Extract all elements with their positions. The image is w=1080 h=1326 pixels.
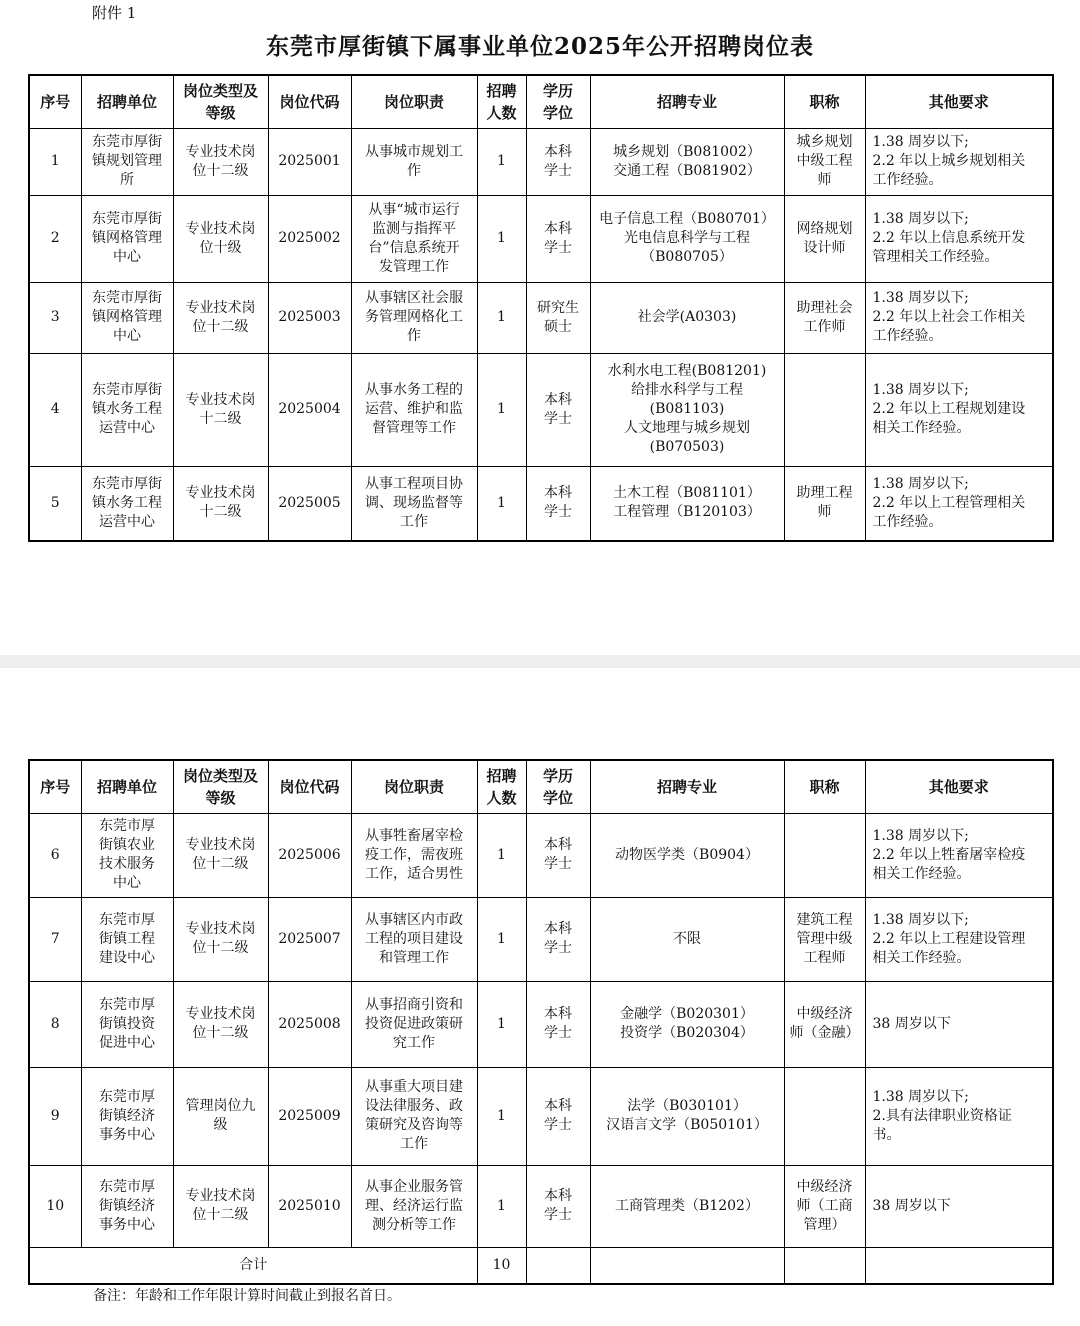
header-post-type: 岗位类型及 等级 — [173, 75, 268, 128]
cell-seq: 3 — [29, 282, 81, 353]
cell-count: 1 — [477, 1165, 526, 1247]
cell-seq: 7 — [29, 897, 81, 981]
cell-post-type: 专业技术岗 十二级 — [173, 353, 268, 466]
cell-post-type: 专业技术岗 位十二级 — [173, 1165, 268, 1247]
cell-major: 土木工程（B081101） 工程管理（B120103） — [590, 466, 784, 541]
table-row — [29, 128, 1053, 195]
cell-post-type: 专业技术岗 十二级 — [173, 466, 268, 541]
cell-count: 1 — [477, 981, 526, 1067]
cell-major: 不限 — [590, 897, 784, 981]
cell-seq: 5 — [29, 466, 81, 541]
cell-code: 2025003 — [268, 282, 351, 353]
table-row — [29, 195, 1053, 282]
cell-edu: 本科 学士 — [526, 1165, 590, 1247]
cell-edu: 本科 学士 — [526, 897, 590, 981]
cell-major: 社会学(A0303) — [590, 282, 784, 353]
cell-major: 水利水电工程(B081201) 给排水科学与工程 (B081103) 人文地理与城乡规划 (B070503) — [590, 353, 784, 466]
cell-seq: 8 — [29, 981, 81, 1067]
cell-other: 1.38 周岁以下; 2.2 年以上信息系统开发 管理相关工作经验。 — [865, 195, 1053, 282]
cell-other: 1.38 周岁以下; 2.2 年以上工程建设管理 相关工作经验。 — [865, 897, 1053, 981]
cell-major: 动物医学类（B0904） — [590, 813, 784, 897]
cell-major: 城乡规划（B081002） 交通工程（B081902） — [590, 128, 784, 195]
cell-seq: 9 — [29, 1067, 81, 1165]
header-seq: 序号 — [29, 75, 81, 128]
cell-duty: 从事“城市运行 监测与指挥平 台”信息系统开 发管理工作 — [351, 195, 477, 282]
cell-unit: 东莞市厚街 镇规划管理 所 — [81, 128, 173, 195]
cell-duty: 从事重大项目建 设法律服务、政 策研究及咨询等 工作 — [351, 1067, 477, 1165]
cell-unit: 东莞市厚街 镇水务工程 运营中心 — [81, 353, 173, 466]
cell-unit: 东莞市厚 街镇经济 事务中心 — [81, 1067, 173, 1165]
header-title: 职称 — [784, 760, 865, 813]
header-post-type: 岗位类型及 等级 — [173, 760, 268, 813]
cell-count: 1 — [477, 195, 526, 282]
job-table-page-2 — [28, 759, 1054, 1285]
cell-post-type: 专业技术岗 位十二级 — [173, 128, 268, 195]
footnote: 备注：年龄和工作年限计算时间截止到报名首日。 — [93, 1288, 401, 1304]
table-row — [29, 1165, 1053, 1247]
cell-other: 1.38 周岁以下; 2.2 年以上工程管理相关 工作经验。 — [865, 466, 1053, 541]
cell-post-type: 管理岗位九 级 — [173, 1067, 268, 1165]
cell-code: 2025010 — [268, 1165, 351, 1247]
cell-major: 电子信息工程（B080701） 光电信息科学与工程 （B080705） — [590, 195, 784, 282]
table-body-page-1 — [29, 128, 1053, 541]
cell-unit: 东莞市厚街 镇水务工程 运营中心 — [81, 466, 173, 541]
cell-count: 1 — [477, 466, 526, 541]
table-body-page-2 — [29, 813, 1053, 1247]
cell-other: 38 周岁以下 — [865, 981, 1053, 1067]
cell-other: 1.38 周岁以下; 2.2 年以上工程规划建设 相关工作经验。 — [865, 353, 1053, 466]
cell-post-type: 专业技术岗 位十二级 — [173, 981, 268, 1067]
cell-unit: 东莞市厚街 镇网格管理 中心 — [81, 282, 173, 353]
header-unit: 招聘单位 — [81, 75, 173, 128]
cell-unit: 东莞市厚 街镇工程 建设中心 — [81, 897, 173, 981]
cell-count: 1 — [477, 128, 526, 195]
table-row — [29, 981, 1053, 1067]
header-duty: 岗位职责 — [351, 75, 477, 128]
total-value: 10 — [477, 1247, 526, 1284]
cell-title — [784, 813, 865, 897]
cell-count: 1 — [477, 897, 526, 981]
cell-edu: 本科 学士 — [526, 813, 590, 897]
cell-unit: 东莞市厚街 镇网格管理 中心 — [81, 195, 173, 282]
cell-duty: 从事牲畜屠宰检 疫工作，需夜班 工作，适合男性 — [351, 813, 477, 897]
cell-post-type: 专业技术岗 位十二级 — [173, 897, 268, 981]
cell-code: 2025008 — [268, 981, 351, 1067]
cell-code: 2025004 — [268, 353, 351, 466]
header-duty: 岗位职责 — [351, 760, 477, 813]
cell-title: 建筑工程 管理中级 工程师 — [784, 897, 865, 981]
cell-unit: 东莞市厚 街镇经济 事务中心 — [81, 1165, 173, 1247]
cell-title: 助理社会 工作师 — [784, 282, 865, 353]
cell-seq: 4 — [29, 353, 81, 466]
header-row — [29, 760, 1053, 813]
table-row — [29, 897, 1053, 981]
table-row — [29, 813, 1053, 897]
total-empty-cell — [526, 1247, 590, 1284]
cell-other: 1.38 周岁以下; 2.2 年以上城乡规划相关 工作经验。 — [865, 128, 1053, 195]
attachment-label: 附件 1 — [92, 4, 137, 22]
header-code: 岗位代码 — [268, 75, 351, 128]
table-row — [29, 466, 1053, 541]
cell-major: 法学（B030101） 汉语言文学（B050101） — [590, 1067, 784, 1165]
page-separator — [0, 655, 1080, 668]
cell-seq: 10 — [29, 1165, 81, 1247]
cell-duty: 从事辖区社会服 务管理网格化工 作 — [351, 282, 477, 353]
cell-other: 1.38 周岁以下; 2.2 年以上社会工作相关 工作经验。 — [865, 282, 1053, 353]
total-label: 合计 — [29, 1247, 477, 1284]
cell-edu: 本科 学士 — [526, 195, 590, 282]
cell-duty: 从事城市规划工 作 — [351, 128, 477, 195]
cell-post-type: 专业技术岗 位十二级 — [173, 813, 268, 897]
header-other: 其他要求 — [865, 760, 1053, 813]
cell-code: 2025006 — [268, 813, 351, 897]
header-major: 招聘专业 — [590, 760, 784, 813]
cell-other: 38 周岁以下 — [865, 1165, 1053, 1247]
cell-title: 中级经济 师（金融） — [784, 981, 865, 1067]
cell-edu: 研究生 硕士 — [526, 282, 590, 353]
total-row — [29, 1247, 1053, 1284]
cell-seq: 1 — [29, 128, 81, 195]
header-count: 招聘 人数 — [477, 760, 526, 813]
cell-major: 工商管理类（B1202） — [590, 1165, 784, 1247]
cell-title — [784, 353, 865, 466]
cell-count: 1 — [477, 353, 526, 466]
cell-duty: 从事水务工程的 运营、维护和监 督管理等工作 — [351, 353, 477, 466]
header-edu: 学历 学位 — [526, 760, 590, 813]
cell-title: 城乡规划 中级工程 师 — [784, 128, 865, 195]
cell-major: 金融学（B020301） 投资学（B020304） — [590, 981, 784, 1067]
header-title: 职称 — [784, 75, 865, 128]
cell-unit: 东莞市厚 街镇投资 促进中心 — [81, 981, 173, 1067]
cell-seq: 2 — [29, 195, 81, 282]
total-empty-cell — [784, 1247, 865, 1284]
cell-edu: 本科 学士 — [526, 466, 590, 541]
cell-duty: 从事工程项目协 调、现场监督等 工作 — [351, 466, 477, 541]
cell-seq: 6 — [29, 813, 81, 897]
cell-edu: 本科 学士 — [526, 128, 590, 195]
cell-title — [784, 1067, 865, 1165]
job-table-page-1 — [28, 74, 1054, 542]
cell-duty: 从事招商引资和 投资促进政策研 究工作 — [351, 981, 477, 1067]
cell-code: 2025005 — [268, 466, 351, 541]
cell-title: 助理工程 师 — [784, 466, 865, 541]
cell-code: 2025009 — [268, 1067, 351, 1165]
cell-count: 1 — [477, 282, 526, 353]
cell-code: 2025007 — [268, 897, 351, 981]
total-empty-cell — [865, 1247, 1053, 1284]
cell-code: 2025002 — [268, 195, 351, 282]
cell-unit: 东莞市厚 街镇农业 技术服务 中心 — [81, 813, 173, 897]
header-row — [29, 75, 1053, 128]
cell-count: 1 — [477, 813, 526, 897]
cell-duty: 从事企业服务管 理、经济运行监 测分析等工作 — [351, 1165, 477, 1247]
cell-post-type: 专业技术岗 位十级 — [173, 195, 268, 282]
cell-code: 2025001 — [268, 128, 351, 195]
header-count: 招聘 人数 — [477, 75, 526, 128]
header-code: 岗位代码 — [268, 760, 351, 813]
cell-count: 1 — [477, 1067, 526, 1165]
header-seq: 序号 — [29, 760, 81, 813]
cell-other: 1.38 周岁以下; 2.具有法律职业资格证 书。 — [865, 1067, 1053, 1165]
table-row — [29, 1067, 1053, 1165]
cell-title: 中级经济 师（工商 管理） — [784, 1165, 865, 1247]
header-unit: 招聘单位 — [81, 760, 173, 813]
header-major: 招聘专业 — [590, 75, 784, 128]
cell-duty: 从事辖区内市政 工程的项目建设 和管理工作 — [351, 897, 477, 981]
cell-edu: 本科 学士 — [526, 353, 590, 466]
cell-edu: 本科 学士 — [526, 1067, 590, 1165]
cell-post-type: 专业技术岗 位十二级 — [173, 282, 268, 353]
document-title: 东莞市厚街镇下属事业单位2025年公开招聘岗位表 — [265, 33, 814, 60]
table-row — [29, 282, 1053, 353]
header-edu: 学历 学位 — [526, 75, 590, 128]
cell-title: 网络规划 设计师 — [784, 195, 865, 282]
table-row — [29, 353, 1053, 466]
header-other: 其他要求 — [865, 75, 1053, 128]
cell-other: 1.38 周岁以下; 2.2 年以上牲畜屠宰检疫 相关工作经验。 — [865, 813, 1053, 897]
cell-edu: 本科 学士 — [526, 981, 590, 1067]
total-empty-cell — [590, 1247, 784, 1284]
